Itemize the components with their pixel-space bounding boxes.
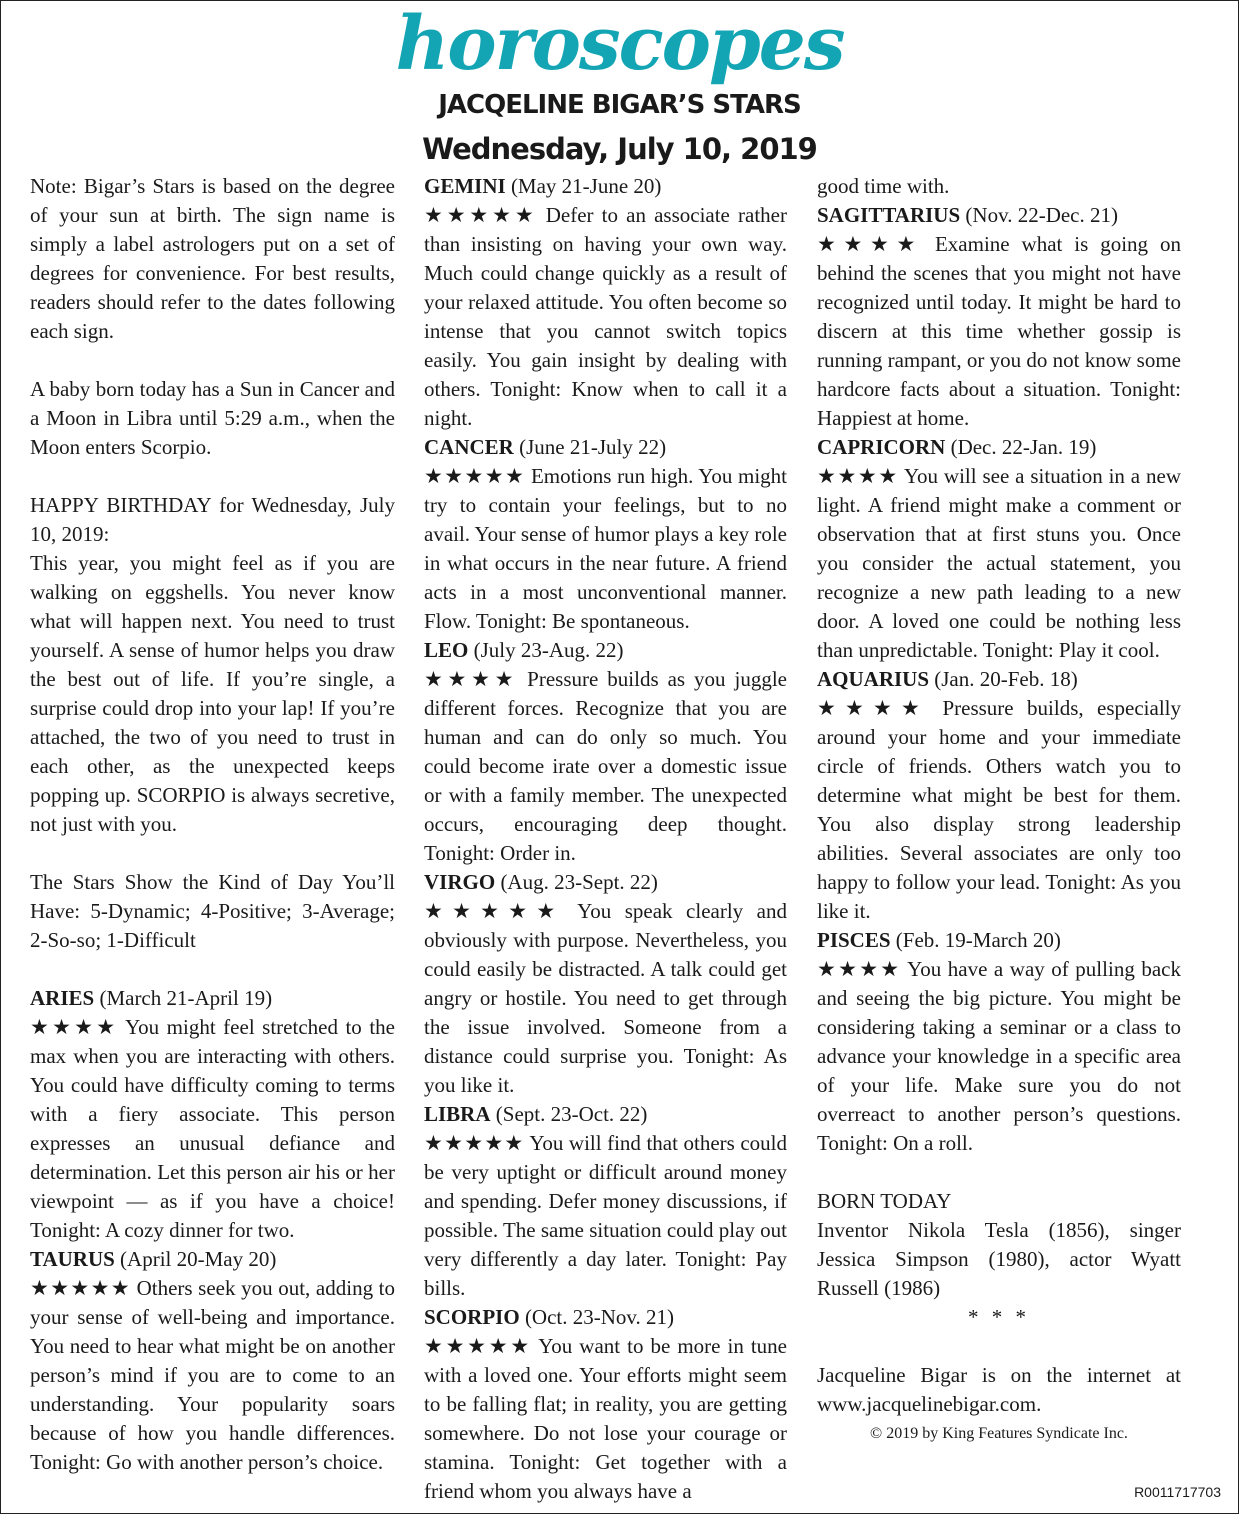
sign-dates: (Feb. 19-March 20) xyxy=(895,928,1061,952)
column-date: Wednesday, July 10, 2019 xyxy=(422,132,817,166)
intro-note: Note: Bigar’s Stars is based on the degree of your sun at birth. The sign name is simply a label astrologers put on a set of degrees for convenience. For best results, readers should refer to the dates following each sign. xyxy=(30,174,395,343)
spacer xyxy=(30,346,395,375)
born-today-heading: BORN TODAY xyxy=(817,1189,952,1213)
sign-entry-taurus xyxy=(30,1245,395,1477)
star-rating: ★★★★★ xyxy=(424,464,526,488)
sign-heading xyxy=(817,926,1181,955)
sign-name: SAGITTARIUS xyxy=(817,203,961,227)
sign-heading xyxy=(424,1100,787,1129)
intro-baby: A baby born today has a Sun in Cancer and a Moon in Libra until 5:29 a.m., when the Moon enters Scorpio. xyxy=(30,377,395,459)
sign-entry-leo xyxy=(424,636,787,868)
sign-name: AQUARIUS xyxy=(817,667,930,691)
star-rating: ★★★★ xyxy=(30,1015,119,1039)
internet-note: Jacqueline Bigar is on the internet at www.jacquelinebigar.com. xyxy=(817,1363,1181,1416)
sign-heading xyxy=(424,433,787,462)
sign-entry-virgo xyxy=(424,868,787,1100)
star-rating: ★★★★★ xyxy=(30,1276,131,1300)
sign-name: PISCES xyxy=(817,928,891,952)
sign-name: LIBRA xyxy=(424,1102,491,1126)
column-left xyxy=(30,172,395,1477)
sign-heading xyxy=(30,1245,395,1274)
sign-dates: (Jan. 20-Feb. 18) xyxy=(934,667,1078,691)
sign-name: CANCER xyxy=(424,435,514,459)
sign-text: You have a way of pulling back and seeing the big picture. You might be considering taking a seminar or a class to advance your knowledge in a specific area of your life. Make sure you do not overreact to another person’s questions. Tonight: On a roll. xyxy=(817,957,1181,1155)
copyright: © 2019 by King Features Syndicate Inc. xyxy=(870,1425,1128,1442)
sign-entry-capricorn xyxy=(817,433,1181,665)
sign-heading xyxy=(424,1303,787,1332)
sign-dates: (Dec. 22-Jan. 19) xyxy=(950,435,1097,459)
birthday-heading: HAPPY BIRTHDAY for Wednesday, July 10, 2019: xyxy=(30,493,395,546)
sign-text: You will see a situation in a new light. A friend might make a comment or observation that at first stuns you. Once you consider the actual statement, you recognize a new path leading to a new door. A loved one could be nothing less than unpredictable. Tonight: Play it cool. xyxy=(817,464,1181,662)
spacer xyxy=(817,1158,1181,1187)
star-rating: ★★★★ xyxy=(817,464,899,488)
sign-entry-libra xyxy=(424,1100,787,1303)
masthead xyxy=(0,0,1239,172)
horoscopes-logo: horoscopes xyxy=(395,1,844,87)
sign-dates: (June 21-July 22) xyxy=(519,435,667,459)
sign-dates: (July 23-Aug. 22) xyxy=(473,638,624,662)
sign-name: ARIES xyxy=(30,986,95,1010)
spacer xyxy=(30,839,395,868)
sign-heading xyxy=(30,984,395,1013)
star-rating: ★★★★ xyxy=(817,696,930,720)
sign-text: Pressure builds as you juggle different forces. Recognize that you are human and can do only so much. You could become irate over a domestic issue or with a family member. The unexpected occurs, encouraging deep thought. Tonight: Order in. xyxy=(424,667,788,865)
sign-dates: (March 21-April 19) xyxy=(99,986,273,1010)
spacer xyxy=(30,462,395,491)
sign-entry-scorpio xyxy=(424,1303,787,1506)
sign-dates: (Nov. 22-Dec. 21) xyxy=(965,203,1118,227)
section-divider: * * * xyxy=(968,1305,1030,1329)
sign-text-continued: good time with. xyxy=(817,174,950,198)
sign-dates: (Oct. 23-Nov. 21) xyxy=(524,1305,675,1329)
sign-name: CAPRICORN xyxy=(817,435,946,459)
sign-heading xyxy=(424,868,787,897)
sign-text: You speak clearly and obviously with purpose. Nevertheless, you could easily be distracted. A talk could get angry or hostile. You need to get through the issue involved. Someone from a distance could surprise you. Tonight: As you like it. xyxy=(424,899,787,1097)
sign-text: You might feel stretched to the max when you are interacting with others. You could have difficulty coming to terms with a fiery associate. This person expresses an unusual defiance and determination. Let this person air his or her viewpoint — as if you have a choice! Tonight: A cozy dinner for two. xyxy=(30,1015,395,1242)
sign-entry-aquarius xyxy=(817,665,1181,926)
sign-heading xyxy=(817,665,1181,694)
star-rating: ★★★★ xyxy=(817,232,924,256)
star-rating: ★★★★★ xyxy=(424,203,538,227)
star-rating: ★★★★★ xyxy=(424,1334,532,1358)
sign-entry-sagittarius xyxy=(817,201,1181,433)
sign-entry-pisces xyxy=(817,926,1181,1158)
sign-name: GEMINI xyxy=(424,174,506,198)
sign-dates: (April 20-May 20) xyxy=(120,1247,277,1271)
sign-entry-cancer xyxy=(424,433,787,636)
sign-text: Pressure builds, especially around your home and your immediate circle of friends. Others watch you to determine what might be best for them. You also display strong leadership abilities. Several associates are only too happy to follow your lead. Tonight: As you like it. xyxy=(817,696,1182,923)
sign-text: You want to be more in tune with a loved one. Your efforts might seem to be falling flat; in reality, you are getting somewhere. Do not lose your courage or stamina. Tonight: Get together with a friend whom you always have a xyxy=(424,1334,787,1503)
sign-entry-aries xyxy=(30,984,395,1245)
spacer xyxy=(30,955,395,984)
star-rating: ★★★★ xyxy=(424,667,519,691)
sign-name: LEO xyxy=(424,638,469,662)
born-today-text: Inventor Nikola Tesla (1856), singer Jessica Simpson (1980), actor Wyatt Russell (1986) xyxy=(817,1218,1181,1300)
sign-dates: (Sept. 23-Oct. 22) xyxy=(495,1102,648,1126)
sign-text: Emotions run high. You might try to contain your feelings, but to no avail. Your sense of humor plays a key role in what occurs in the near future. A friend acts in a most unconventional manner. Flow. Tonight: Be spontaneous. xyxy=(424,464,787,633)
sign-heading xyxy=(424,636,787,665)
star-legend: The Stars Show the Kind of Day You’ll Have: 5-Dynamic; 4-Positive; 3-Average; 2-So-so; 1-Difficult xyxy=(30,870,395,952)
sign-text: Examine what is going on behind the scenes that you might not have recognized until today. It might be hard to discern at this time whether gossip is running rampant, or you do not know some hardcore facts about a situation. Tonight: Happiest at home. xyxy=(817,232,1181,430)
star-rating: ★★★★★ xyxy=(424,899,565,923)
column-byline: JACQELINE BIGAR’S STARS xyxy=(438,90,801,120)
sign-heading xyxy=(817,201,1181,230)
sign-text: Defer to an associate rather than insisting on having your own way. Much could change quickly as a result of your relaxed attitude. You often become so intense that you cannot switch topics easily. You gain insight by dealing with others. Tonight: Know when to call it a night. xyxy=(424,203,787,430)
sign-name: SCORPIO xyxy=(424,1305,520,1329)
column-right xyxy=(817,172,1181,1448)
star-rating: ★★★★ xyxy=(817,957,902,981)
sign-heading xyxy=(424,172,787,201)
column-middle xyxy=(424,172,787,1506)
sign-dates: (Aug. 23-Sept. 22) xyxy=(500,870,658,894)
sign-name: VIRGO xyxy=(424,870,496,894)
sign-heading xyxy=(817,433,1181,462)
reference-code: R0011717703 xyxy=(1134,1484,1221,1500)
sign-dates: (May 21-June 20) xyxy=(510,174,662,198)
sign-text: Others seek you out, adding to your sense of well-being and importance. You need to hear what might be on another person’s mind if you are to come to an understanding. Your popularity soars because of how you handle differences. Tonight: Go with another person’s choice. xyxy=(30,1276,396,1474)
spacer xyxy=(817,1332,1181,1361)
star-rating: ★★★★★ xyxy=(424,1131,525,1155)
sign-text: You will find that others could be very uptight or difficult around money and spending. Defer money discussions, if possible. The same situation could play out very differently a day later. Tonight: Pay bills. xyxy=(424,1131,787,1300)
birthday-text: This year, you might feel as if you are walking on eggshells. You never know what will happen next. You need to trust yourself. A sense of humor helps you draw the best out of life. If you’re single, a surprise could drop into your lap! If you’re attached, the two of you need to trust in each other, as the unexpected keeps popping up. SCORPIO is always secretive, not just with you. xyxy=(30,551,395,836)
sign-name: TAURUS xyxy=(30,1247,115,1271)
sign-entry-gemini xyxy=(424,172,787,433)
